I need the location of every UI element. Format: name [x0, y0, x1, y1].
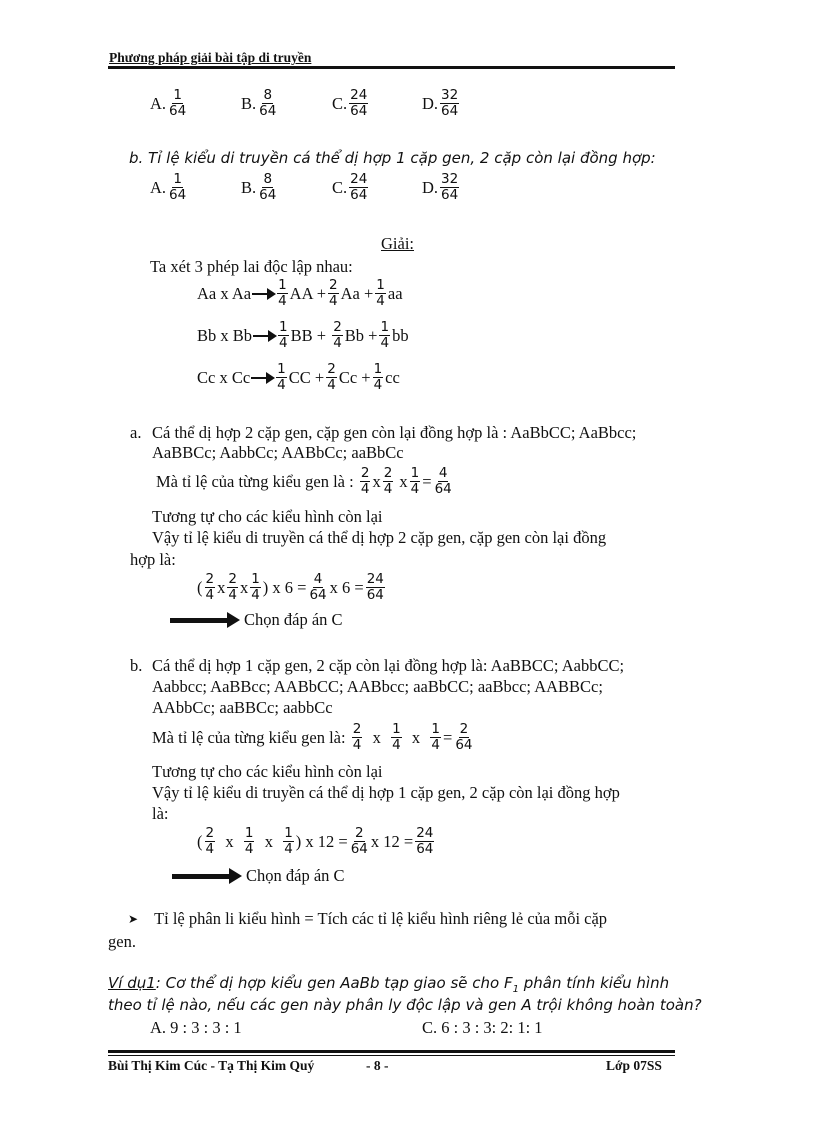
option-a2: A. $\frac{1}{64}$ — [150, 171, 187, 203]
header-title: Phương pháp giải bài tập di truyền — [109, 50, 312, 65]
option-c1: C. $\frac{24}{64}$ — [332, 87, 368, 119]
part-a-label: a. — [130, 423, 142, 442]
footer-rule — [108, 1050, 675, 1053]
part-a-answer: Chọn đáp án C — [170, 610, 343, 630]
example-line2: theo tỉ lệ nào, nếu các gen này phân ly độc lập và gen A trội không hoàn toàn? — [108, 996, 702, 1014]
footer-authors: Bùi Thị Kim Cúc - Tạ Thị Kim Quý — [108, 1058, 315, 1073]
solution-intro: Ta xét 3 phép lai độc lập nhau: — [150, 257, 353, 276]
example-option-a: A. 9 : 3 : 3 : 1 — [150, 1018, 242, 1037]
part-b-label: b. — [130, 656, 143, 675]
arrow-icon — [253, 335, 275, 337]
part-b-line3: AAbbCc; aaBBCc; aabbCc — [152, 698, 333, 717]
footer-page-number: - 8 - — [366, 1058, 389, 1073]
bullet-icon: ➤ — [128, 912, 139, 926]
part-a-conclusion2: hợp là: — [130, 550, 176, 569]
part-a-conclusion1: Vậy tỉ lệ kiểu di truyền cá thể dị hợp 2 cặp gen, cặp gen còn lại đồng — [152, 528, 607, 547]
part-a-line2: AaBBCc; AabbCc; AABbCc; aaBbCc — [152, 443, 404, 462]
part-a-ratio: Mà tỉ lệ của từng kiểu gen là : $\frac{2}{4}$ x $\frac{2}{4}$ x $\frac{1}{4}$ = $\frac{4}{64}$ — [156, 465, 452, 497]
part-b-ratio: Mà tỉ lệ của từng kiểu gen là: $\frac{2}{4}$ x $\frac{1}{4}$ x $\frac{1}{4}$ = $\frac{2}{64}$ — [152, 721, 473, 753]
part-a-similar: Tương tự cho các kiểu hình còn lại — [152, 507, 383, 526]
rule-line1: ➤ Tỉ lệ phân li kiểu hình = Tích các tỉ lệ kiểu hình riêng lẻ của mỗi cặp — [128, 909, 608, 928]
solution-heading: Giải: — [381, 234, 414, 253]
header-rule — [108, 66, 675, 69]
part-b-line1: Cá thể dị hợp 1 cặp gen, 2 cặp còn lại đồng hợp là: AaBBCC; AabbCC; — [152, 656, 625, 675]
thick-arrow-icon — [172, 874, 232, 879]
part-b-conclusion2: là: — [152, 804, 169, 823]
part-b-product: ( $\frac{2}{4}$ x $\frac{1}{4}$ x $\frac{1}{4}$ ) x 12 = $\frac{2}{64}$ x 12 = $\frac{24}{64}$ — [197, 825, 434, 857]
arrow-icon — [251, 377, 273, 379]
footer-rule-thin — [108, 1055, 675, 1056]
footer-class: Lớp 07SS — [606, 1058, 662, 1073]
rule-line2: gen. — [108, 932, 136, 951]
option-d1: D. $\frac{32}{64}$ — [422, 87, 459, 119]
option-b1: B. $\frac{8}{64}$ — [241, 87, 277, 119]
example-line1: Ví dụ1: Cơ thể dị hợp kiểu gen AaBb tạp giao sẽ cho $F_1$ phân tính kiểu hình — [108, 974, 670, 995]
part-b-similar: Tương tự cho các kiểu hình còn lại — [152, 762, 383, 781]
cross-cc: Cc x Cc $\frac{1}{4}$ CC + $\frac{2}{4}$ Cc + $\frac{1}{4}$ cc — [197, 361, 400, 393]
part-b-answer: Chọn đáp án C — [172, 866, 345, 886]
part-a-product: ( $\frac{2}{4}$ x $\frac{2}{4}$ x $\frac{1}{4}$ ) x 6 = $\frac{4}{64}$ x 6 = $\frac{24}{64}$ — [197, 571, 384, 603]
cross-bb: Bb x Bb $\frac{1}{4}$ BB + $\frac{2}{4}$ Bb + $\frac{1}{4}$ bb — [197, 319, 409, 351]
part-b-line2: Aabbcc; AaBBcc; AABbCC; AABbcc; aaBbCC; aaBbcc; AABBCc; — [152, 677, 603, 696]
example-option-c: C. 6 : 3 : 3: 2: 1: 1 — [422, 1018, 543, 1037]
part-b-conclusion1: Vậy tỉ lệ kiểu di truyền cá thể dị hợp 1 cặp gen, 2 cặp còn lại đồng hợp — [152, 783, 620, 802]
question-b: b. Tỉ lệ kiểu di truyền cá thể dị hợp 1 cặp gen, 2 cặp còn lại đồng hợp: — [129, 149, 656, 167]
option-a1: A. $\frac{1}{64}$ — [150, 87, 187, 119]
arrow-icon — [252, 293, 274, 295]
option-b2: B. $\frac{8}{64}$ — [241, 171, 277, 203]
cross-aa: Aa x Aa $\frac{1}{4}$ AA + $\frac{2}{4}$ Aa + $\frac{1}{4}$ aa — [197, 277, 403, 309]
option-c2: C. $\frac{24}{64}$ — [332, 171, 368, 203]
part-a-line1: Cá thể dị hợp 2 cặp gen, cặp gen còn lại đồng hợp là : AaBbCC; AaBbcc; — [152, 423, 637, 442]
option-d2: D. $\frac{32}{64}$ — [422, 171, 459, 203]
thick-arrow-icon — [170, 618, 230, 623]
